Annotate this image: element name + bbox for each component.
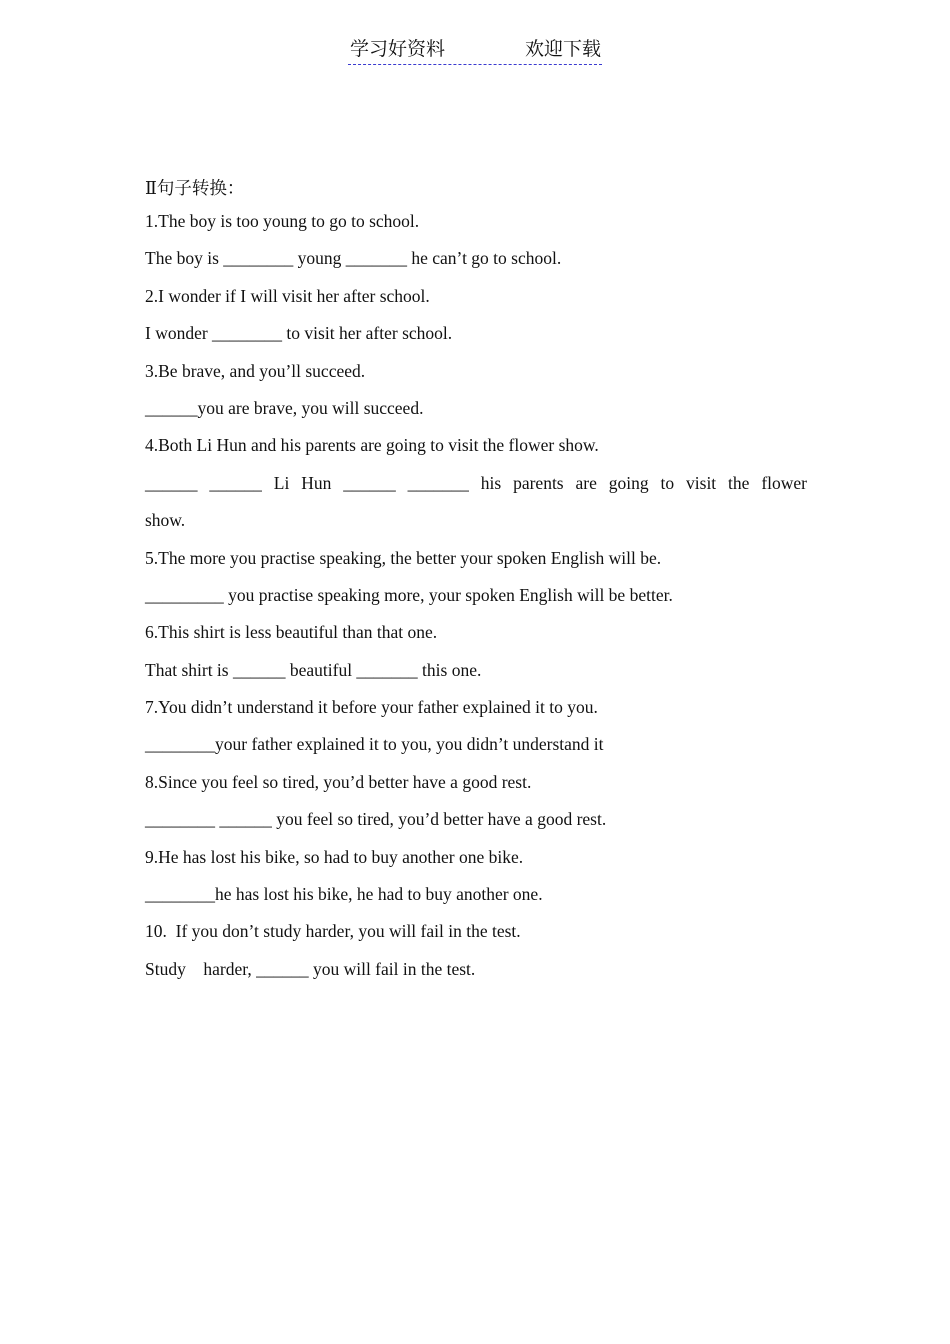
exercise-content [145, 173, 807, 988]
question-1: 1.The boy is too young to go to school. [145, 211, 420, 231]
answer-9: ________he has lost his bike, he had to buy another one. [145, 884, 543, 905]
question-10: 10. If you don’t study harder, you will fail in the test. [145, 921, 521, 942]
header-right-text: 欢迎下载 [525, 39, 602, 60]
answer-7: ________your father explained it to you, you didn’t understand it [145, 734, 604, 755]
question-4: 4.Both Li Hun and his parents are going to visit the flower show. [145, 435, 599, 456]
question-3: 3.Be brave, and you’ll succeed. [145, 360, 366, 381]
answer-8: ________ ______ you feel so tired, you’d better have a good rest. [145, 809, 607, 830]
question-8: 8.Since you feel so tired, you’d better have a good rest. [145, 771, 532, 792]
answer-4: ______ ______ Li Hun ______ _______ his parents are going to visit the flower [145, 472, 807, 493]
answer-6: That shirt is ______ beautiful _______ this one. [145, 659, 482, 680]
question-6: 6.This shirt is less beautiful than that one. [145, 622, 438, 643]
question-7: 7.You didn’t understand it before your father explained it to you. [145, 697, 598, 718]
question-9: 9.He has lost his bike, so had to buy another one bike. [145, 846, 524, 867]
page-header [348, 38, 602, 65]
answer-1: The boy is ________ young _______ he can’t go to school. [145, 248, 562, 269]
answer-3: ______you are brave, you will succeed. [145, 397, 424, 418]
question-2: 2.I wonder if I will visit her after school. [145, 285, 430, 306]
answer-10: Study harder, ______ you will fail in the test. [145, 958, 476, 979]
answer-2: I wonder ________ to visit her after school. [145, 323, 453, 344]
section-title: Ⅱ句子转换： [145, 178, 245, 198]
header-left-text: 学习好资料 [350, 39, 446, 60]
answer-5: _________ you practise speaking more, your spoken English will be better. [145, 584, 673, 605]
question-5: 5.The more you practise speaking, the better your spoken English will be. [145, 547, 662, 568]
answer-4-continued: show. [145, 510, 186, 531]
